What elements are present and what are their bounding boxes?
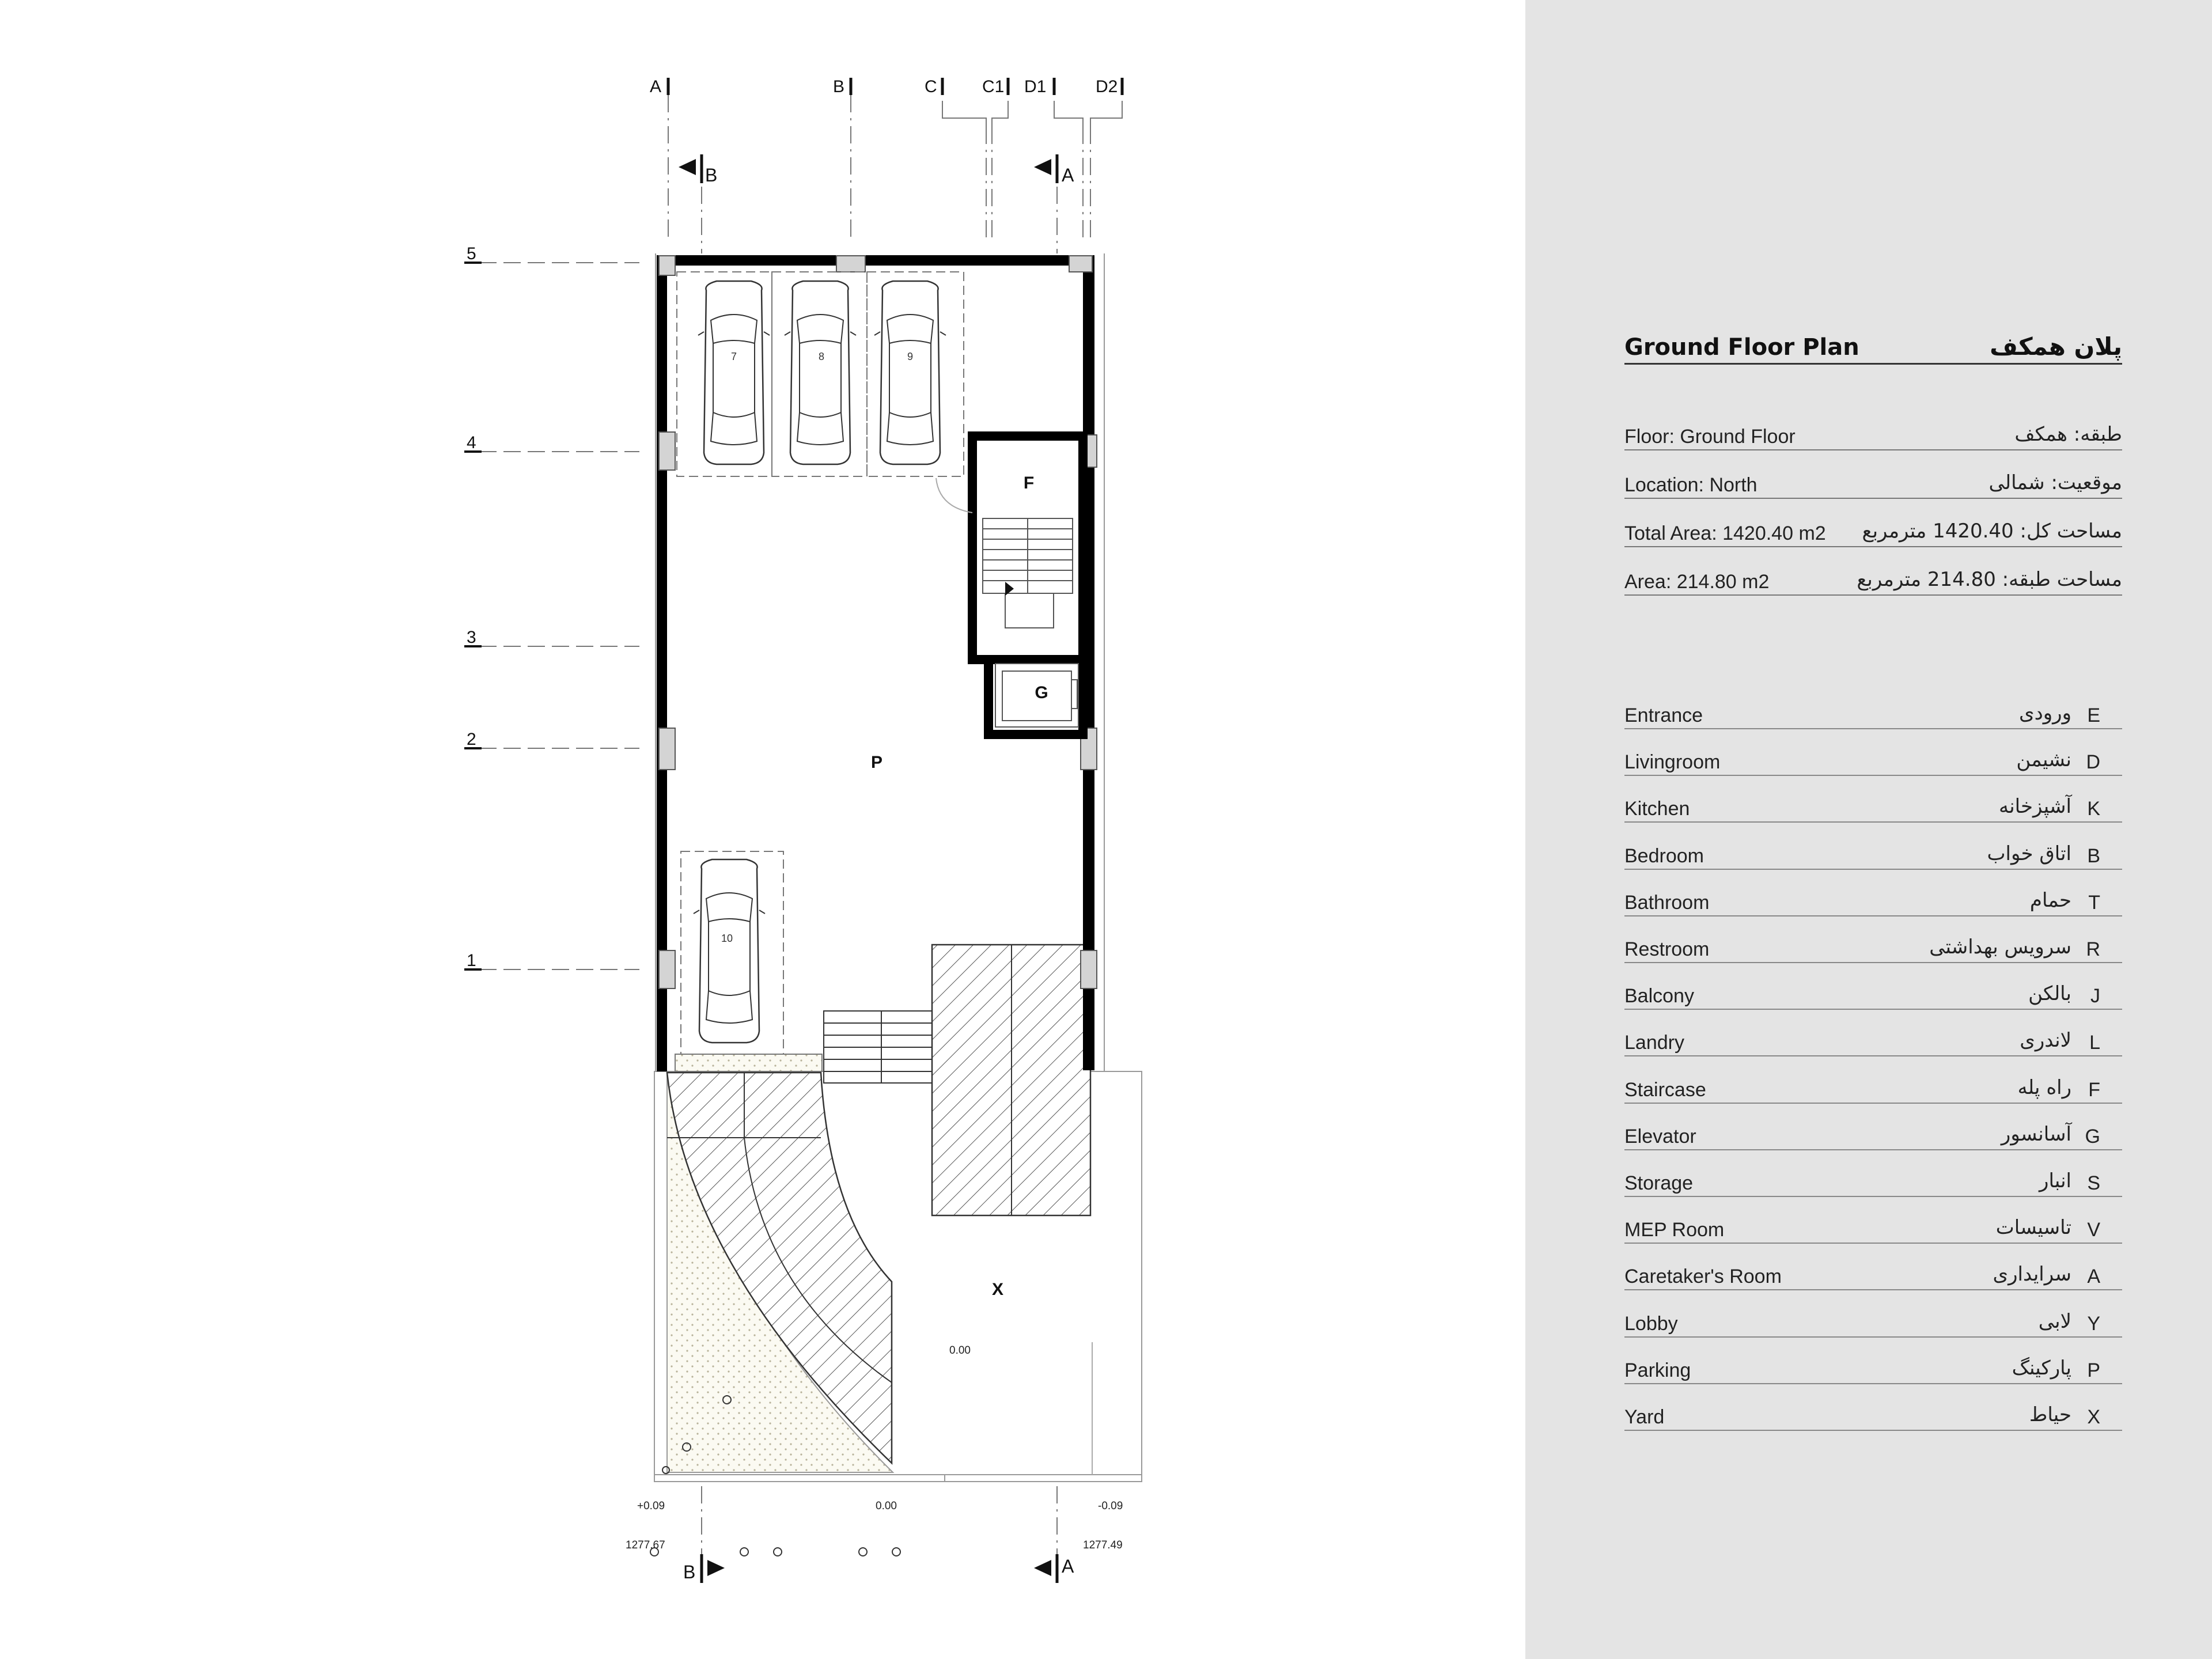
legend-code: J (2090, 985, 2100, 1007)
panel-title-en: Ground Floor Plan (1624, 334, 1859, 361)
grid-label-d2: D2 (1096, 77, 1118, 96)
legend-label-fa: نشیمن (2016, 748, 2071, 772)
parking-spot-10: 10 (721, 933, 733, 944)
elevation-right: 1277.49 (1083, 1539, 1123, 1551)
svg-text:B: B (705, 165, 718, 185)
legend-row (1624, 1166, 2122, 1197)
grid-axis-side (464, 244, 639, 970)
grid-label-c: C (925, 77, 937, 96)
legend-label-fa: بالکن (2028, 982, 2071, 1006)
stair-core (936, 436, 1083, 660)
legend-row (1624, 1353, 2122, 1384)
legend-code: R (2086, 938, 2100, 960)
legend-row (1624, 791, 2122, 823)
info-row-floor: Floor: Ground Floor طبقه: همکف (1624, 417, 2122, 450)
legend-label-en: Storage (1624, 1172, 1694, 1194)
svg-text:A: A (1062, 165, 1074, 185)
legend-label-fa: آسانسور (2001, 1122, 2071, 1146)
legend-code: A (2087, 1266, 2100, 1288)
legend-code: S (2087, 1172, 2100, 1194)
legend-label-fa: آشپزخانه (1998, 795, 2071, 819)
svg-text:B: B (683, 1562, 696, 1582)
legend-label-fa: ورودی (2018, 702, 2071, 725)
legend-label-fa: حمام (2029, 888, 2071, 912)
room-label-yard: X (991, 1280, 1004, 1299)
legend-label-fa: تاسیسات (1995, 1216, 2071, 1240)
info-panel (1525, 0, 2212, 1659)
entrance-steps (824, 1011, 932, 1083)
legend-label-en: Lobby (1624, 1312, 1678, 1335)
grid-label-5: 5 (467, 244, 476, 263)
legend-label-fa: لاندری (2020, 1029, 2071, 1052)
legend-row (1624, 885, 2122, 916)
room-label-elevator: G (1035, 683, 1048, 702)
legend-row (1624, 1306, 2122, 1338)
grid-label-3: 3 (467, 628, 476, 647)
legend-row (1624, 1025, 2122, 1056)
legend-row (1624, 1213, 2122, 1244)
level-right: -0.09 (1098, 1500, 1123, 1512)
level-left: +0.09 (637, 1500, 665, 1512)
grid-label-d1: D1 (1024, 77, 1047, 96)
legend-label-fa: راه پله (2017, 1075, 2071, 1099)
grid-label-4: 4 (467, 433, 476, 452)
legend-label-en: Bedroom (1624, 844, 1704, 867)
legend-code: L (2089, 1032, 2100, 1054)
grid-label-2: 2 (467, 730, 476, 749)
legend-label-fa: اتاق خواب (1987, 842, 2071, 865)
legend-label-fa: حیاط (2029, 1403, 2071, 1426)
legend-label-en: MEP Room (1624, 1219, 1725, 1241)
svg-text:A: A (1062, 1556, 1074, 1577)
legend-label-en: Caretaker's Room (1624, 1266, 1782, 1288)
parking-spot-9: 9 (907, 351, 914, 362)
panel-title-row (1624, 323, 2122, 365)
legend-row (1624, 1259, 2122, 1290)
legend-code: B (2087, 844, 2100, 867)
info-row-total-area: Total Area: 1420.40 m2 مساحت کل: 1420.40 مترمربع (1624, 514, 2122, 547)
legend-label-en: Livingroom (1624, 751, 1721, 774)
legend-label-en: Entrance (1624, 704, 1703, 726)
legend-label-fa: انبار (2039, 1169, 2071, 1192)
level-yard: 0.00 (949, 1344, 971, 1357)
legend-label-en: Balcony (1624, 985, 1694, 1007)
legend-code: D (2086, 751, 2100, 774)
legend-code: T (2088, 891, 2100, 914)
legend-code: E (2087, 704, 2100, 726)
legend-code: X (2087, 1406, 2100, 1428)
legend-code: F (2088, 1078, 2100, 1101)
legend-row (1624, 839, 2122, 870)
section-mark-top (679, 154, 1074, 253)
panel-title-fa: پلان همکف (1990, 332, 2122, 361)
legend-label-fa: سرویس بهداشتی (1929, 935, 2071, 959)
legend-row (1624, 1073, 2122, 1104)
info-row-floor-area: Area: 214.80 m2 مساحت طبقه: 214.80 مترمربع (1624, 562, 2122, 596)
legend-code: Y (2087, 1312, 2100, 1335)
room-label-parking: P (870, 753, 883, 772)
legend-label-en: Kitchen (1624, 798, 1690, 820)
legend-row (1624, 979, 2122, 1010)
legend-row (1624, 932, 2122, 963)
level-center: 0.00 (876, 1500, 897, 1512)
grid-label-a: A (650, 77, 662, 96)
legend-label-en: Landry (1624, 1032, 1684, 1054)
grid-axis-top (668, 95, 1090, 242)
legend-label-en: Elevator (1624, 1125, 1696, 1147)
legend-code: G (2085, 1125, 2100, 1147)
legend-code: V (2087, 1219, 2100, 1241)
info-row-location: Location: North موقعیت: شمالی (1624, 465, 2122, 499)
legend-row (1624, 745, 2122, 776)
legend-row (1624, 698, 2122, 729)
grid-label-b: B (833, 77, 845, 96)
legend-label-en: Bathroom (1624, 891, 1710, 914)
legend-code: P (2087, 1359, 2100, 1381)
elevation-left: 1277.67 (626, 1539, 665, 1551)
legend-label-fa: پارکینگ (2012, 1356, 2071, 1380)
legend-label-fa: سرایداری (1993, 1263, 2071, 1286)
parking-spot-8: 8 (818, 351, 825, 362)
grid-label-c1: C1 (982, 77, 1005, 96)
room-label-staircase: F (1023, 474, 1035, 493)
legend-label-en: Staircase (1624, 1078, 1706, 1101)
legend-row (1624, 1400, 2122, 1431)
legend-row (1624, 1119, 2122, 1150)
legend-label-fa: لابی (2038, 1309, 2071, 1333)
legend-label-en: Restroom (1624, 938, 1710, 960)
legend-code: K (2087, 798, 2100, 820)
legend-label-en: Yard (1624, 1406, 1665, 1428)
grid-label-1: 1 (467, 951, 476, 970)
legend-label-en: Parking (1624, 1359, 1691, 1381)
parking-spot-7: 7 (730, 351, 737, 362)
